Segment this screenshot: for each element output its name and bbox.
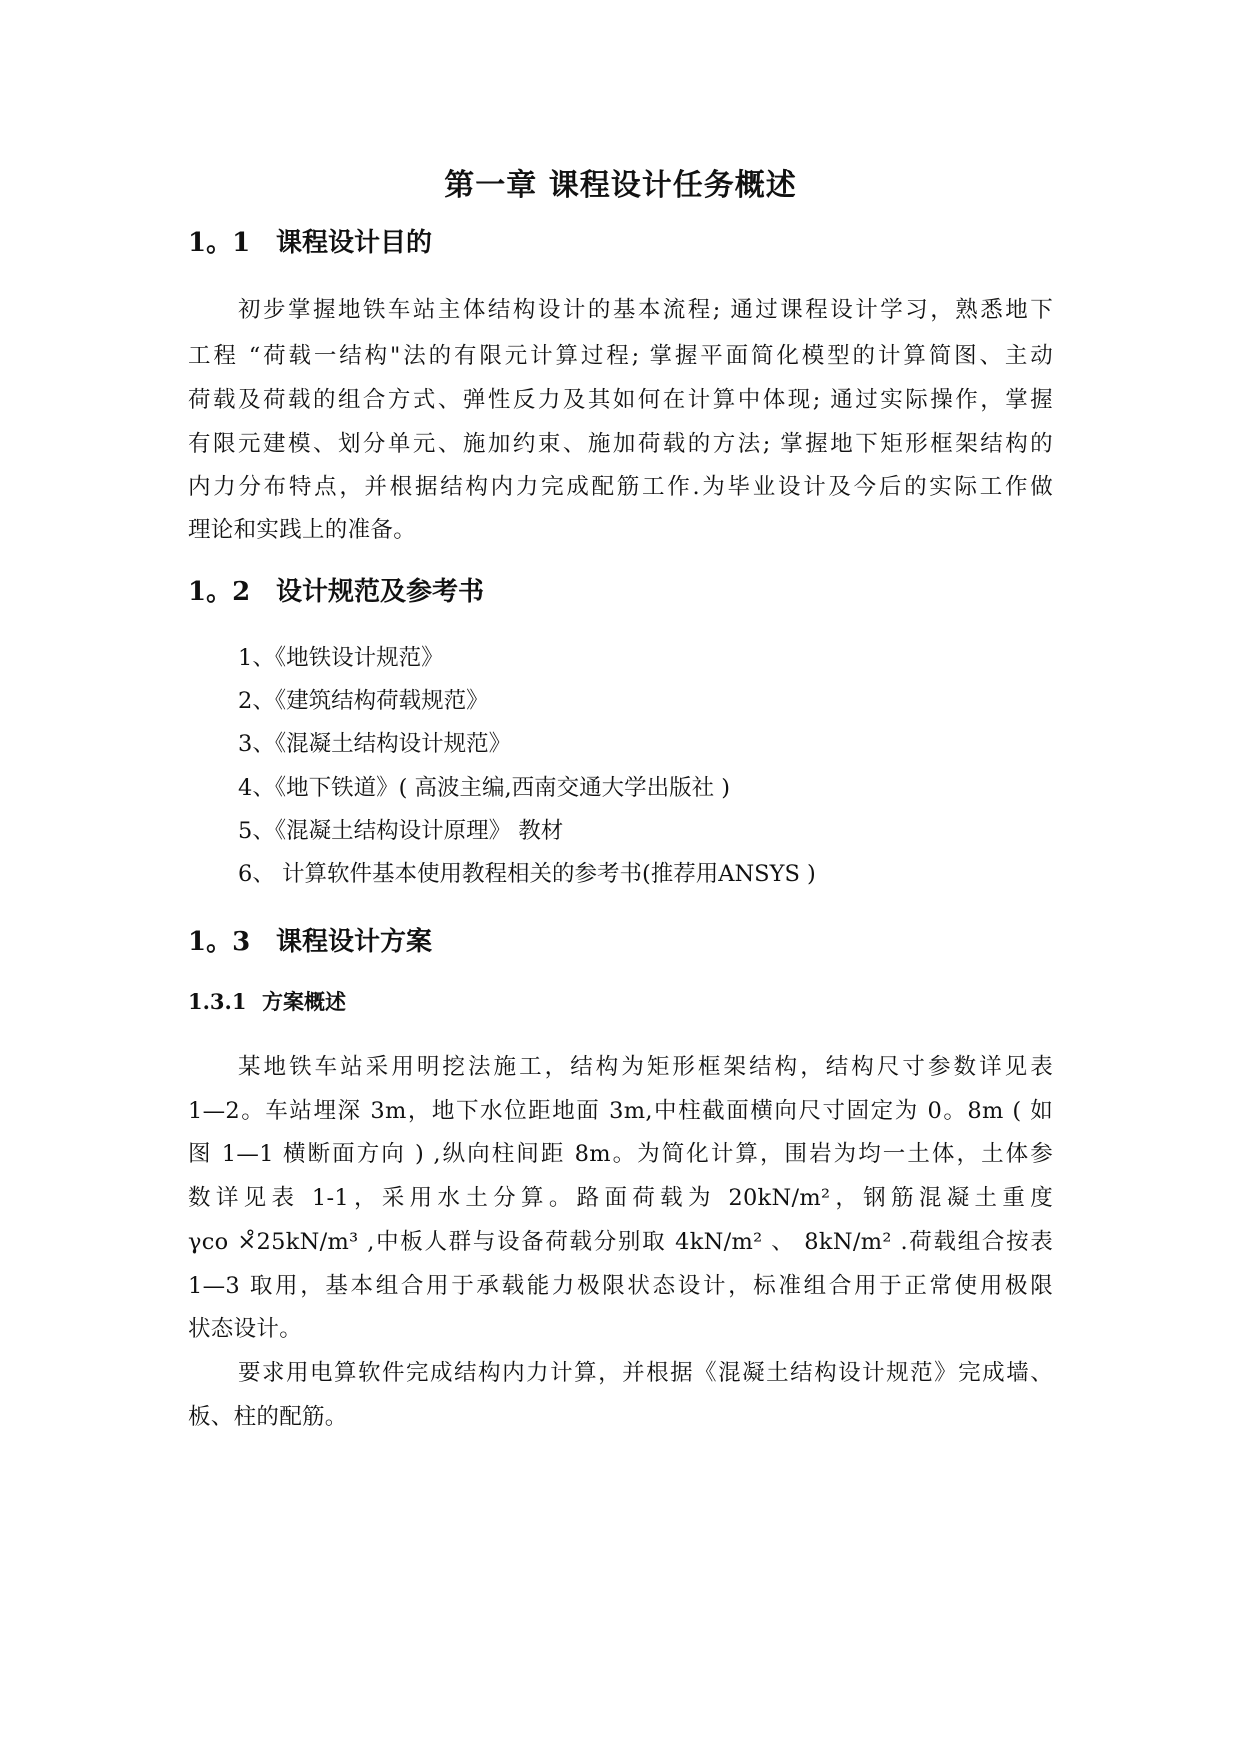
section-number: 1。2 (188, 577, 251, 607)
paragraph-line: 数详见表 1-1，采用水土分算。路面荷载为 20kN/m²，钢筋混凝土重度 (188, 1185, 1053, 1211)
reference-item: 2、《建筑结构荷载规范》 (238, 688, 489, 714)
paragraph-line: 板、柱的配筋。 (188, 1404, 348, 1430)
reference-item: 3、《混凝土结构设计规范》 (238, 731, 512, 757)
paragraph-line: 要求用电算软件完成结构内力计算，并根据《混凝土结构设计规范》完成墙、 (238, 1360, 1053, 1386)
section-heading-1-2 (188, 571, 484, 608)
paragraph-line: 1—2。车站埋深 3m，地下水位距地面 3m,中柱截面横向尺寸固定为 0。8m ( 如 (188, 1098, 1053, 1124)
section-heading-1-1 (188, 222, 432, 259)
chapter-title: 第一章 课程设计任务概述 (444, 168, 797, 203)
paragraph-line: 状态设计。 (188, 1316, 303, 1342)
reference-item: 5、《混凝土结构设计原理》 教材 (238, 818, 564, 844)
paragraph-line: 图 1—1 横断面方向 ) ,纵向柱间距 8m。为简化计算，围岩为均一土体，土体参 (188, 1141, 1053, 1167)
section-number: 1。3 (188, 927, 251, 957)
section-heading-1-3 (188, 921, 432, 958)
paragraph-line: 工程 “荷载一结构"法的有限元计算过程; 掌握平面简化模型的计算简图、主动 (188, 343, 1053, 369)
section-number: 1。1 (188, 228, 251, 258)
paragraph-line: 理论和实践上的准备。 (188, 517, 417, 543)
reference-item: 1、《地铁设计规范》 (238, 645, 444, 671)
subsection-title: 方案概述 (262, 990, 346, 1014)
section-title: 课程设计方案 (276, 927, 433, 957)
subsection-heading-1-3-1 (188, 986, 346, 1016)
reference-item: 6、 计算软件基本使用教程相关的参考书(推荐用ANSYS ) (238, 861, 816, 887)
paragraph-line: γco ×̊25kN/m³ ,中板人群与设备荷载分别取 4kN/m² 、 8kN/m² .荷载组合按表 (188, 1229, 1053, 1255)
reference-item: 4、《地下铁道》( 高波主编,西南交通大学出版社 ) (238, 775, 731, 801)
subsection-number: 1.3.1 (188, 989, 247, 1014)
paragraph-line: 有限元建模、划分单元、施加约束、施加荷载的方法; 掌握地下矩形框架结构的 (188, 431, 1053, 457)
paragraph-line: 内力分布特点，并根据结构内力完成配筋工作.为毕业设计及今后的实际工作做 (188, 474, 1053, 500)
paragraph-line: 初步掌握地铁车站主体结构设计的基本流程; 通过课程设计学习，熟悉地下 (238, 297, 1053, 323)
paragraph-line: 荷载及荷载的组合方式、弹性反力及其如何在计算中体现; 通过实际操作，掌握 (188, 387, 1053, 413)
paragraph-line: 1—3 取用，基本组合用于承载能力极限状态设计，标准组合用于正常使用极限 (188, 1273, 1053, 1299)
section-title: 课程设计目的 (276, 228, 433, 258)
paragraph-line: 某地铁车站采用明挖法施工，结构为矩形框架结构，结构尺寸参数详见表 (238, 1054, 1053, 1080)
section-title: 设计规范及参考书 (276, 577, 485, 607)
